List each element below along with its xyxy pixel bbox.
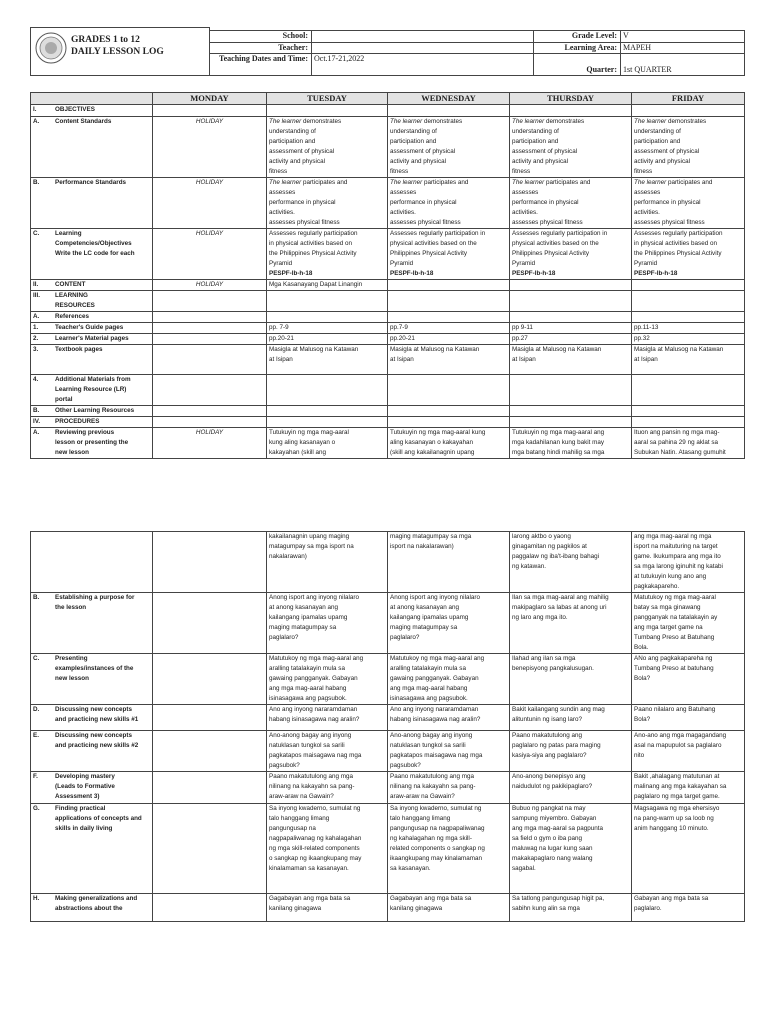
row-label-cell: [31, 894, 153, 922]
table-row: [31, 117, 745, 178]
cell-thursday: Bakit kailangang sundin ang mag alituntunin ng isang laro?: [510, 705, 632, 731]
table-row: [31, 804, 745, 894]
cell-tuesday: The learner participates and assesses performance in physical activities. assesses physical fitness: [267, 178, 388, 229]
cell-wednesday: [388, 375, 510, 406]
form-title-line1: GRADES 1 to 12: [71, 35, 140, 45]
cell-monday: [153, 345, 267, 375]
row-label: Performance Standards: [55, 179, 127, 186]
cell-monday: [153, 291, 267, 312]
cell-friday: Assesses regularly participation in physical activities based on the Philippines Physical Activity Pyramid PESPF-Ib-h-18: [632, 229, 745, 280]
row-label-cell: [31, 804, 153, 894]
cell-tuesday: Masigla at Malusog na Katawan at Isipan: [267, 345, 388, 375]
cell-tuesday: [267, 105, 388, 117]
quarter-label: Quarter:: [534, 54, 621, 76]
cell-tuesday: Paano makatutulong ang mga nilinang na kakayahn sa pang- araw-araw na Gawain?: [267, 772, 388, 804]
cell-monday: [153, 772, 267, 804]
cell-thursday: Masigla at Malusog na Katawan at Isipan: [510, 345, 632, 375]
cell-thursday: pp.27: [510, 334, 632, 345]
table-row: [31, 772, 745, 804]
cell-monday: [153, 705, 267, 731]
cell-wednesday: Anong isport ang inyong nilalaro at anong kasanayan ang kailangang ipamalas upamg maging matagumpay sa paglalaro?: [388, 593, 510, 654]
day-header-row: [31, 93, 745, 105]
header-info-table: [209, 30, 745, 76]
row-label: Discussing new concepts and practicing new skills #2: [55, 732, 139, 749]
table-row: [31, 178, 745, 229]
cell-thursday: The learner participates and assesses performance in physical activities. assesses physical fitness: [510, 178, 632, 229]
row-label-cell: [31, 323, 153, 334]
cell-monday: [153, 406, 267, 417]
row-label: Finding practical applications of concepts and skills in daily living: [55, 805, 142, 832]
cell-thursday: Ilahad ang ilan sa mga benepisyong pangkalusugan.: [510, 654, 632, 705]
row-label-cell: [31, 334, 153, 345]
row-number: B.: [33, 594, 40, 601]
row-number: E.: [33, 732, 39, 739]
cell-tuesday: Assesses regularly participation in physical activities based on the Philippines Physical Activity Pyramid PESPF-Ib-h-18: [267, 229, 388, 280]
cell-tuesday: Gagabayan ang mga bata sa kanilang ginagawa: [267, 894, 388, 922]
cell-wednesday: maging matagumpay sa mga isport na nakalarawan): [388, 532, 510, 593]
row-number: I.: [33, 106, 37, 113]
cell-friday: ang mga mag-aaral ng mga isport na maituturing na target game. Ikukumpara ang mga ito sa mga larong iginuhit ng katabi at tutukuyin kung ano ang pagkakapareho.: [632, 532, 745, 593]
cell-thursday: Sa tatlong pangungusap higit pa, sabihn kung alin sa mga: [510, 894, 632, 922]
cell-friday: [632, 105, 745, 117]
cell-tuesday: The learner demonstrates understanding of participation and assessment of physical activity and physical fitness: [267, 117, 388, 178]
cell-monday: [153, 731, 267, 772]
cell-tuesday: [267, 375, 388, 406]
school-label: School:: [210, 31, 312, 43]
row-label: CONTENT: [55, 281, 86, 288]
row-number: 1.: [33, 324, 39, 331]
learning-area-field[interactable]: MAPEH: [621, 42, 745, 54]
cell-monday: [153, 105, 267, 117]
cell-tuesday: Ano-anong bagay ang inyong natuklasan tungkol sa sarili pagkatapos maisagawa nag mga pagsubok?: [267, 731, 388, 772]
cell-friday: Gabayan ang mga bata sa paglalaro.: [632, 894, 745, 922]
table-row: [31, 280, 745, 291]
teacher-label: Teacher:: [210, 42, 312, 54]
table-row: [31, 731, 745, 772]
day-header-thursday: THURSDAY: [510, 93, 632, 105]
cell-tuesday: Sa inyong kwaderno, sumulat ng talo hanggang limang pangungusap na nagpapaliwanag ng kahalagahan ng mga skill-related components o sangkap ng ikaangkupang may kinalamaman sa kasanayan.: [267, 804, 388, 894]
cell-tuesday: [267, 291, 388, 312]
table-row: [31, 345, 745, 375]
row-label: Discussing new concepts and practicing new skills #1: [55, 706, 139, 723]
cell-monday: HOLIDAY: [153, 280, 267, 291]
table-row: [31, 375, 745, 406]
cell-thursday: The learner demonstrates understanding of participation and assessment of physical activity and physical fitness: [510, 117, 632, 178]
cell-wednesday: [388, 312, 510, 323]
row-label-cell: [31, 375, 153, 406]
row-label-cell: [31, 345, 153, 375]
row-label-cell: [31, 312, 153, 323]
day-header-tuesday: TUESDAY: [267, 93, 388, 105]
cell-friday: [632, 291, 745, 312]
row-label-cell: [31, 532, 153, 593]
row-number: A.: [33, 118, 40, 125]
cell-wednesday: pp.20-21: [388, 334, 510, 345]
row-number: III.: [33, 292, 40, 299]
cell-friday: Ituon ang pansin ng mga mag- aaral sa pahina 29 ng aklat sa Subukan Natin. Atasang gumuhit: [632, 428, 745, 459]
cell-thursday: [510, 105, 632, 117]
cell-wednesday: [388, 105, 510, 117]
row-label-cell: [31, 291, 153, 312]
row-number: A.: [33, 313, 40, 320]
cell-tuesday: [267, 312, 388, 323]
table-row: [31, 894, 745, 922]
cell-thursday: Ilan sa mga mag-aaral ang mahilig makipaglaro sa labas at anong uri ng laro ang mga ito.: [510, 593, 632, 654]
row-number: B.: [33, 407, 40, 414]
row-label: Other Learning Resources: [55, 407, 135, 414]
cell-thursday: Bubuo ng pangkat na may sampung miyembro. Gabayan ang mga mag-aaral sa pagpunta sa field o gym o iba pang maluwag na lugar kung saan makakapaglaro nang walang sagabal.: [510, 804, 632, 894]
row-label-cell: [31, 105, 153, 117]
row-number: C.: [33, 655, 40, 662]
row-number: D.: [33, 706, 40, 713]
cell-tuesday: Ano ang inyong nararamdaman habang isinasagawa nag aralin?: [267, 705, 388, 731]
row-label-cell: [31, 772, 153, 804]
teaching-dates-label: Teaching Dates and Time:: [210, 54, 312, 76]
row-label: Teacher's Guide pages: [55, 324, 124, 331]
cell-friday: [632, 280, 745, 291]
table-row: [31, 593, 745, 654]
row-number: II.: [33, 281, 39, 288]
row-label: Textbook pages: [55, 346, 103, 353]
lesson-log-table-page1: [30, 92, 745, 459]
cell-tuesday: kakailanagnin upang maging matagumpay sa mga isport na nakalarawan): [267, 532, 388, 593]
cell-wednesday: The learner participates and assesses performance in physical activities. assesses physical fitness: [388, 178, 510, 229]
deped-seal-icon: [35, 32, 67, 64]
table-row: [31, 705, 745, 731]
row-label-cell: [31, 705, 153, 731]
lesson-log-table-page2: [30, 531, 745, 922]
row-label-cell: [31, 406, 153, 417]
cell-thursday: [510, 312, 632, 323]
cell-thursday: pp 9-11: [510, 323, 632, 334]
cell-thursday: Assesses regularly participation in physical activities based on the Philippines Physical Activity Pyramid PESPF-Ib-h-18: [510, 229, 632, 280]
form-title-line2: DAILY LESSON LOG: [71, 47, 164, 57]
row-number: G.: [33, 805, 40, 812]
cell-monday: [153, 593, 267, 654]
cell-monday: [153, 323, 267, 334]
day-header-blank: [31, 93, 153, 105]
cell-tuesday: Anong isport ang inyong nilalaro at anong kasanayan ang kailangang ipamalas upamg maging matagumpay sa paglalaro?: [267, 593, 388, 654]
row-label-cell: [31, 280, 153, 291]
cell-wednesday: Paano makatutulong ang mga nilinang na kakayahn sa pang- araw-araw na Gawain?: [388, 772, 510, 804]
row-number: 4.: [33, 376, 39, 383]
table-row: [31, 654, 745, 705]
row-label: Content Standards: [55, 118, 112, 125]
row-label: References: [55, 313, 89, 320]
cell-monday: HOLIDAY: [153, 117, 267, 178]
cell-tuesday: Tutukuyin ng mga mag-aaral kung aling kasanayan o kakayahan (skill ang: [267, 428, 388, 459]
table-row: [31, 291, 745, 312]
cell-thursday: larong aktbo o yaong ginagamitan ng pagkilos at paggalaw ng iba't-ibang bahagi ng katawan.: [510, 532, 632, 593]
row-label: OBJECTIVES: [55, 106, 95, 113]
cell-monday: [153, 334, 267, 345]
table-row: [31, 532, 745, 593]
row-number: 2.: [33, 335, 39, 342]
row-number: IV.: [33, 418, 41, 425]
row-label: LEARNING RESOURCES: [55, 292, 95, 309]
cell-wednesday: [388, 291, 510, 312]
cell-wednesday: Ano-anong bagay ang inyong natuklasan tungkol sa sarili pagkatapos maisagawa nag mga pagsubok?: [388, 731, 510, 772]
row-label: PROCEDURES: [55, 418, 100, 425]
row-number: H.: [33, 895, 40, 902]
cell-monday: [153, 894, 267, 922]
row-number: F.: [33, 773, 38, 780]
cell-thursday: [510, 291, 632, 312]
row-number: 3.: [33, 346, 39, 353]
cell-friday: [632, 417, 745, 428]
row-label: Developing mastery (Leads to Formative Assessment 3): [55, 773, 115, 800]
learning-area-label: Learning Area:: [534, 42, 621, 54]
row-label-cell: [31, 428, 153, 459]
cell-wednesday: Ano ang inyong nararamdaman habang isinasagawa nag aralin?: [388, 705, 510, 731]
school-field[interactable]: [312, 31, 534, 43]
cell-wednesday: Sa inyong kwaderno, sumulat ng talo hanggang limang pangungusap na nagpapaliwanag ng kahalagahan ng mga skill- related components o sangkap ng ikaangkupang may kinalamaman sa kasanayan.: [388, 804, 510, 894]
row-number: C.: [33, 230, 40, 237]
cell-friday: [632, 312, 745, 323]
day-header-wednesday: WEDNESDAY: [388, 93, 510, 105]
teaching-dates-field[interactable]: Oct.17-21,2022: [312, 54, 534, 76]
quarter-field[interactable]: 1st QUARTER: [621, 54, 745, 76]
row-label: Reviewing previous lesson or presenting the new lesson: [55, 429, 129, 456]
row-label-cell: [31, 654, 153, 705]
cell-monday: [153, 417, 267, 428]
cell-thursday: [510, 375, 632, 406]
cell-wednesday: Gagabayan ang mga bata sa kanilang ginagawa: [388, 894, 510, 922]
day-header-monday: MONDAY: [153, 93, 267, 105]
cell-tuesday: Mga Kasanayang Dapat Linangin: [267, 280, 388, 291]
cell-thursday: Paano makatutulong ang paglalaro ng patas para maging kasiya-siya ang paglalaro?: [510, 731, 632, 772]
cell-wednesday: Matutukoy ng mga mag-aaral ang aralling tatalakayin mula sa gawaing pangganyak. Gabayan ang mga mag-aaral habang isinasagawa ang pagsubok.: [388, 654, 510, 705]
row-label-cell: [31, 593, 153, 654]
cell-friday: pp.11-13: [632, 323, 745, 334]
row-label: Presenting examples/instances of the new lesson: [55, 655, 134, 682]
cell-wednesday: The learner demonstrates understanding of participation and assessment of physical activity and physical fitness: [388, 117, 510, 178]
cell-thursday: [510, 280, 632, 291]
cell-monday: HOLIDAY: [153, 178, 267, 229]
table-row: [31, 417, 745, 428]
table-row: [31, 229, 745, 280]
cell-friday: pp.32: [632, 334, 745, 345]
row-label: Learner's Material pages: [55, 335, 129, 342]
day-header-friday: FRIDAY: [632, 93, 745, 105]
table-row: [31, 105, 745, 117]
cell-monday: HOLIDAY: [153, 428, 267, 459]
row-label-cell: [31, 731, 153, 772]
table-row: [31, 428, 745, 459]
form-logo-block: [30, 27, 210, 76]
cell-friday: The learner participates and assesses performance in physical activities. assesses physical fitness: [632, 178, 745, 229]
row-label-cell: [31, 229, 153, 280]
teacher-field[interactable]: [312, 42, 534, 54]
cell-friday: [632, 375, 745, 406]
cell-thursday: [510, 417, 632, 428]
table-row: [31, 312, 745, 323]
cell-tuesday: Matutukoy ng mga mag-aaral ang aralling tatalakayin mula sa gawaing pangganyak. Gabayan ang mga mag-aaral habang isinasagawa ang pagsubok.: [267, 654, 388, 705]
row-label: Learning Competencies/Objectives Write the LC code for each: [55, 230, 135, 257]
cell-tuesday: pp.20-21: [267, 334, 388, 345]
cell-tuesday: [267, 406, 388, 417]
cell-thursday: Tutukuyin ng mga mag-aaral ang mga kadahilanan kung bakit may mga batang hindi mahilig sa mga: [510, 428, 632, 459]
cell-thursday: Ano-anong benepisyo ang naidudulot ng pakikipaglaro?: [510, 772, 632, 804]
cell-friday: The learner demonstrates understanding of participation and assessment of physical activity and physical fitness: [632, 117, 745, 178]
cell-wednesday: [388, 417, 510, 428]
row-number: B.: [33, 179, 40, 186]
cell-monday: [153, 804, 267, 894]
grade-level-field[interactable]: V: [621, 31, 745, 43]
row-label-cell: [31, 178, 153, 229]
row-label: Making generalizations and abstractions about the: [55, 895, 138, 912]
grade-level-label: Grade Level:: [534, 31, 621, 43]
cell-friday: Matutukoy ng mga mag-aaral batay sa mga ginawang pangganyak na tatalakayin ay ang mga target game na Tumbang Preso at Batuhang Bola.: [632, 593, 745, 654]
table-row: [31, 406, 745, 417]
cell-wednesday: pp.7-9: [388, 323, 510, 334]
row-label: Additional Materials from Learning Resource (LR) portal: [55, 376, 131, 403]
table-row: [31, 323, 745, 334]
cell-tuesday: pp. 7-9: [267, 323, 388, 334]
cell-friday: [632, 406, 745, 417]
cell-wednesday: Assesses regularly participation in physical activities based on the Philippines Physical Activity Pyramid PESPF-Ib-h-18: [388, 229, 510, 280]
cell-wednesday: [388, 406, 510, 417]
cell-monday: [153, 375, 267, 406]
cell-monday: [153, 312, 267, 323]
row-label: Establishing a purpose for the lesson: [55, 594, 135, 611]
row-label-cell: [31, 117, 153, 178]
cell-friday: Masigla at Malusog na Katawan at Isipan: [632, 345, 745, 375]
row-number: A.: [33, 429, 40, 436]
cell-monday: [153, 532, 267, 593]
cell-friday: Bakit ,ahalagang matutunan at malinang ang mga kakayahan sa paglalaro ng mga target game.: [632, 772, 745, 804]
row-label-cell: [31, 417, 153, 428]
cell-wednesday: Tutukuyin ng mga mag-aaral kung aling kasanayan o kakayahan (skill ang kakailanagnin upang: [388, 428, 510, 459]
cell-friday: Paano nilalaro ang Batuhang Bola?: [632, 705, 745, 731]
table-row: [31, 334, 745, 345]
cell-thursday: [510, 406, 632, 417]
cell-friday: Ano-ano ang mga magagandang asal na mapupulot sa paglalaro nito: [632, 731, 745, 772]
cell-friday: Magsagawa ng mga ehersisyo na pang-warm up sa loob ng anim hanggang 10 minuto.: [632, 804, 745, 894]
cell-monday: [153, 654, 267, 705]
cell-tuesday: [267, 417, 388, 428]
cell-wednesday: [388, 280, 510, 291]
cell-friday: ANo ang pagkakapareha ng Tumbang Preso at batuhang Bola?: [632, 654, 745, 705]
cell-wednesday: Masigla at Malusog na Katawan at Isipan: [388, 345, 510, 375]
cell-monday: HOLIDAY: [153, 229, 267, 280]
